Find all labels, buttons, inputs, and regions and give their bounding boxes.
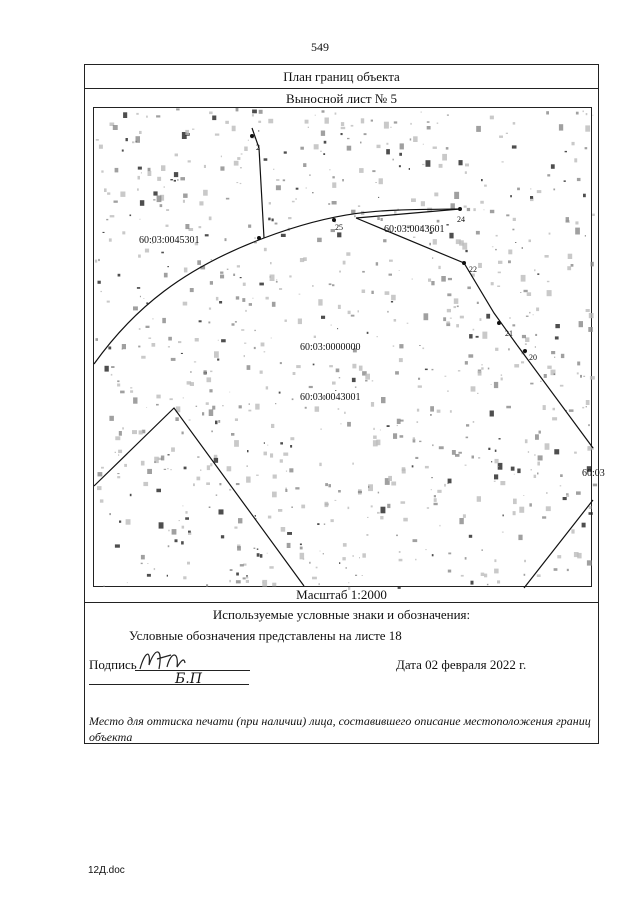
point-marker xyxy=(332,218,336,222)
parcel-label: 60:03:0043601 xyxy=(384,224,445,235)
map-area xyxy=(93,107,605,587)
point-marker xyxy=(458,207,462,211)
footer-filename: 12Д.doc xyxy=(88,865,125,876)
parcel-label: 60:03:0045301 xyxy=(139,235,200,246)
parcel-label: 60:03:0000000 xyxy=(300,342,361,353)
point-label: 21 xyxy=(505,329,513,338)
point-label: 2 xyxy=(256,143,260,152)
signature-name-line xyxy=(89,684,249,685)
point-marker xyxy=(257,236,261,240)
point-marker xyxy=(497,321,501,325)
signature-name: Б.П xyxy=(175,671,202,687)
point-label: 25 xyxy=(335,223,343,232)
boundary-se xyxy=(524,500,593,588)
point-marker xyxy=(250,134,254,138)
boundary-points xyxy=(250,134,527,353)
document-date: Дата 02 февраля 2022 г. xyxy=(396,657,527,672)
legend-text: Условные обозначения представлены на листе 18 xyxy=(129,628,402,643)
parcel-label: 60:03:0043001 xyxy=(300,392,361,403)
point-marker xyxy=(523,349,527,353)
document-frame xyxy=(84,64,605,744)
map-scale: Масштаб 1:2000 xyxy=(85,587,598,603)
signature-scribble xyxy=(137,645,187,673)
map-drawing xyxy=(94,108,605,588)
document-title: План границ объекта xyxy=(85,65,598,89)
point-label: 20 xyxy=(529,353,537,362)
stamp-place-text: Место для оттиска печати (при наличии) лица, составившего описание местоположения границ объекта xyxy=(89,714,591,744)
sheet-title: Выносной лист № 5 xyxy=(286,91,397,106)
boundary-lines xyxy=(94,128,593,588)
point-label: 22 xyxy=(469,265,477,274)
boundary-22-20 xyxy=(356,218,517,345)
page-number: 549 xyxy=(311,40,329,54)
legend-heading: Используемые условные знаки и обозначения: xyxy=(212,607,471,622)
signature-label: Подпись xyxy=(89,657,137,672)
parcel-label: 60:03 xyxy=(582,468,605,479)
point-label: 24 xyxy=(457,215,465,224)
point-marker xyxy=(462,261,466,265)
